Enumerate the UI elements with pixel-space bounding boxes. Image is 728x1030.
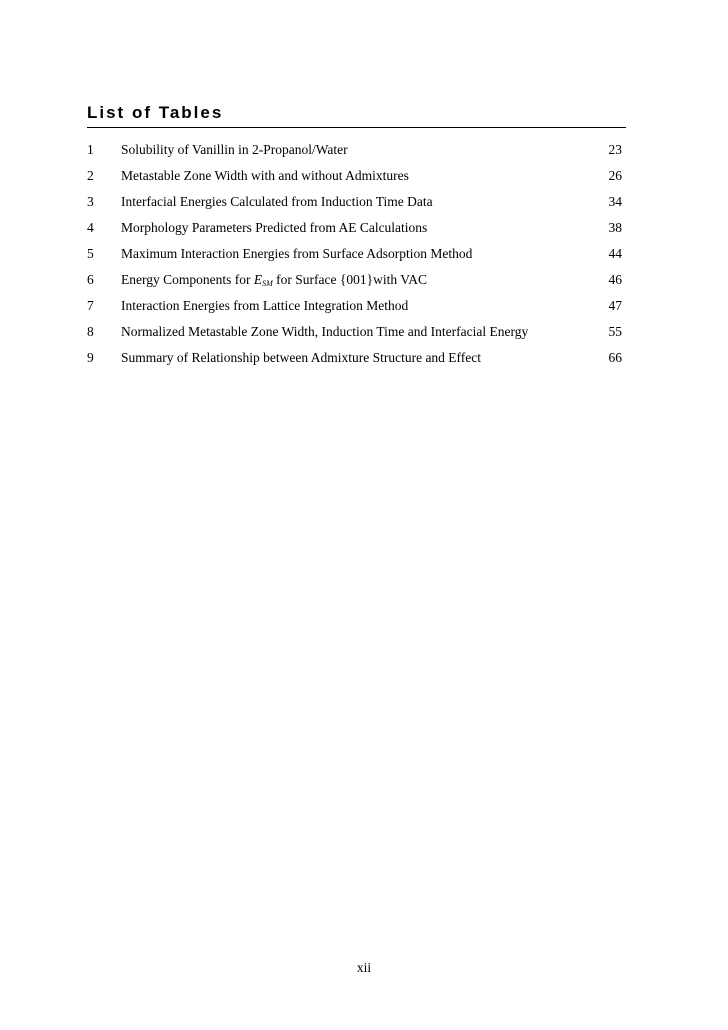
page-number: 66: [608, 350, 622, 365]
table-title: Normalized Metastable Zone Width, Induction Time and Interfacial Energy: [121, 324, 529, 339]
table-number: 5: [87, 246, 94, 261]
page-title: List of Tables: [87, 103, 224, 122]
table-number: 8: [87, 324, 94, 339]
list-item[interactable]: [87, 271, 626, 297]
table-number: 2: [87, 168, 94, 183]
table-title: Summary of Relationship between Admixture Structure and Effect: [121, 350, 482, 365]
energy-symbol: [254, 272, 273, 287]
table-title: [121, 271, 427, 293]
list-item[interactable]: [87, 219, 626, 245]
list-item[interactable]: [87, 297, 626, 323]
page-number: 46: [608, 272, 622, 287]
table-title: Maximum Interaction Energies from Surface Adsorption Method: [121, 246, 473, 261]
list-item[interactable]: [87, 245, 626, 271]
symbol-letter: E: [253, 272, 263, 287]
table-list: [87, 141, 626, 375]
table-number: 3: [87, 194, 94, 209]
list-item[interactable]: [87, 193, 626, 219]
symbol-subscript: SM: [262, 279, 273, 288]
page-number: 34: [608, 194, 622, 209]
list-item[interactable]: [87, 349, 626, 375]
table-title: Solubility of Vanillin in 2-Propanol/Water: [121, 142, 348, 157]
table-number: 9: [87, 350, 94, 365]
page-number: 38: [608, 220, 622, 235]
table-number: 6: [87, 272, 94, 287]
list-item[interactable]: [87, 167, 626, 193]
title-prefix: Energy Components for: [121, 272, 254, 287]
table-title: Morphology Parameters Predicted from AE Calculations: [121, 220, 428, 235]
page-number: 44: [608, 246, 622, 261]
title-suffix: for Surface {001}with VAC: [272, 272, 427, 287]
table-number: 7: [87, 298, 94, 313]
table-title: Interfacial Energies Calculated from Induction Time Data: [121, 194, 433, 209]
list-item[interactable]: [87, 323, 626, 349]
page-number: 55: [608, 324, 622, 339]
page-number: 23: [608, 142, 622, 157]
table-number: 1: [87, 142, 94, 157]
table-title: Interaction Energies from Lattice Integration Method: [121, 298, 409, 313]
page-folio: xii: [356, 960, 372, 975]
page-number: 26: [608, 168, 622, 183]
table-title: Metastable Zone Width with and without Admixtures: [121, 168, 409, 183]
list-item[interactable]: [87, 141, 626, 167]
heading-rule: [87, 127, 626, 128]
table-number: 4: [87, 220, 94, 235]
page-number: 47: [608, 298, 622, 313]
